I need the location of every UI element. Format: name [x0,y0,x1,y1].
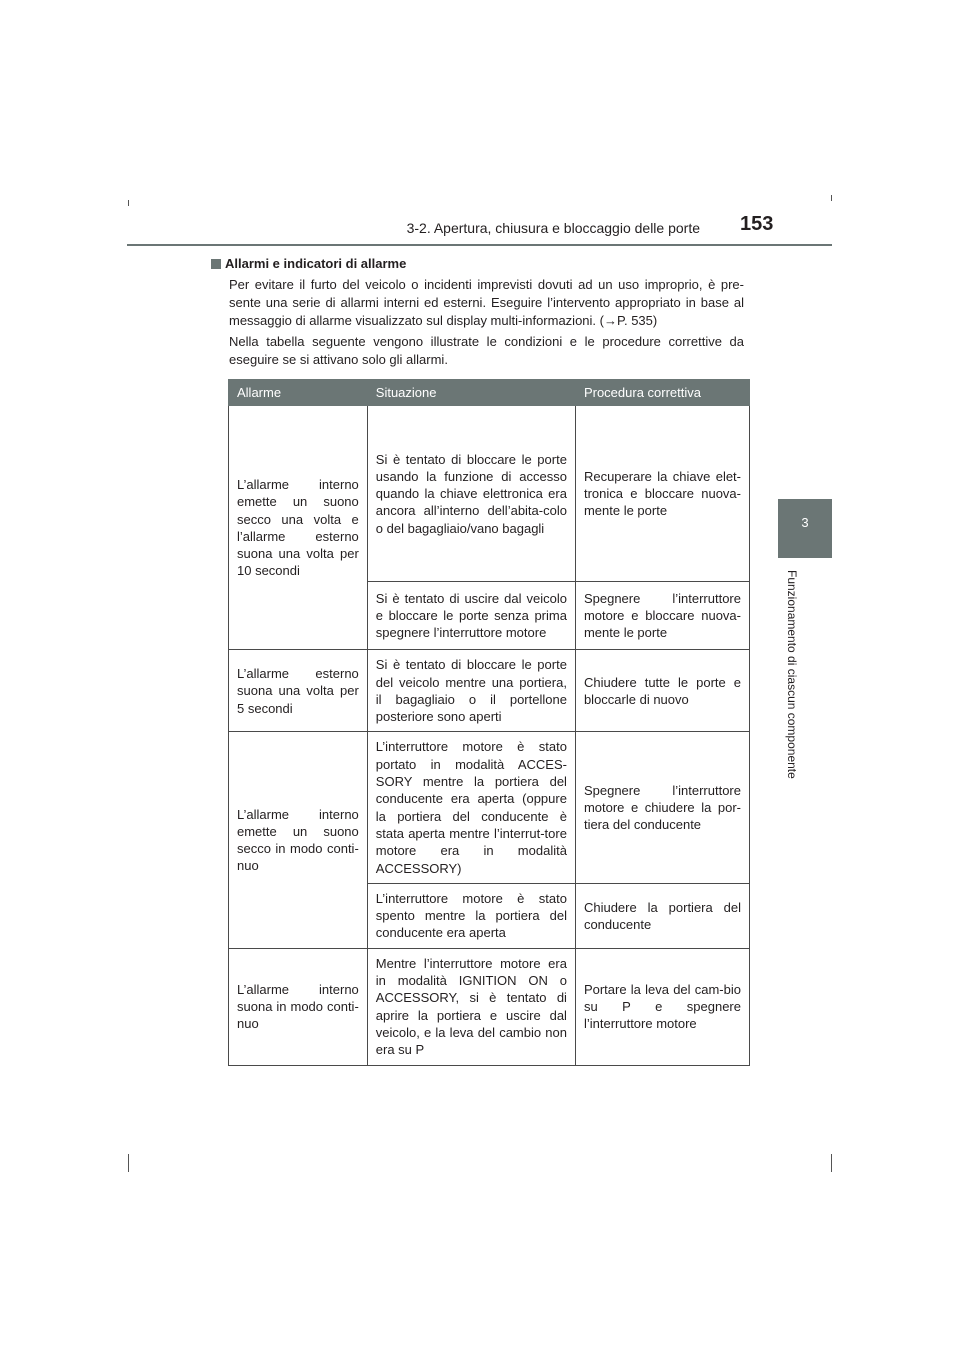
alarm-cell: L’allarme interno suona in modo conti-nuo [229,948,368,1065]
procedure-cell: Recuperare la chiave elet-tronica e bloccare nuova-mente le porte [575,406,749,582]
table-row [229,650,750,732]
procedure-cell: Spegnere l’interruttore motore e bloccare nuova-mente le porte [575,582,749,650]
intro-paragraph: Per evitare il furto del veicolo o incidenti imprevisti dovuti ad un uso improprio, è pre-sente una serie di allarmi interni ed esterni. Eseguire l’intervento appropriato in base al messaggio di allarme visualizzato sul display multi-informazioni. (→P. 535) [229,277,744,328]
table-intro-paragraph: Nella tabella seguente vengono illustrate le condizioni e le procedure correttive da eseguire se si attivano solo gli allarmi. [229,334,744,367]
alarm-cell: L’allarme interno emette un suono secco in modo conti-nuo [229,732,368,948]
crop-mark [831,195,832,201]
square-bullet-icon [211,259,221,269]
column-header: Allarme [229,380,368,406]
column-header: Situazione [367,380,575,406]
situation-cell: Mentre l’interruttore motore era in modalità IGNITION ON o ACCESSORY, si è tentato di aprire la portiera e uscire dal veicolo, e la leva del cambio non era su P [367,948,575,1065]
procedure-cell: Chiudere tutte le porte e bloccarle di nuovo [575,650,749,732]
table-row [229,406,750,582]
alarm-cell: L’allarme esterno suona una volta per 5 secondi [229,650,368,732]
header-rule [127,244,832,246]
section-heading [211,256,406,271]
crop-mark [128,1154,129,1172]
crop-mark [831,1154,832,1172]
page-number: 153 [740,213,774,235]
situation-cell: Si è tentato di bloccare le porte del veicolo mentre una portiera, il bagagliaio o il portellone posteriore sono aperti [367,650,575,732]
table-header-row [229,380,750,406]
chapter-title: Funzionamento di ciascun componente [785,570,799,779]
alarm-cell: L’allarme interno emette un suono secco una volta e l’allarme esterno suona una volta per 10 secondi [229,406,368,650]
procedure-cell: Portare la leva del cam-bio su P e spegnere l’interruttore motore [575,948,749,1065]
table-row [229,948,750,1065]
situation-cell: Si è tentato di uscire dal veicolo e bloccare le porte senza prima spegnere l’interruttore motore [367,582,575,650]
running-header: 3-2. Apertura, chiusura e bloccaggio delle porte [406,220,700,236]
crop-mark [128,200,129,206]
chapter-number: 3 [801,515,809,530]
situation-cell: Si è tentato di bloccare le porte usando la funzione di accesso quando la chiave elettronica era ancora all’interno dell’abita-colo o del bagagliaio/vano bagagli [367,406,575,582]
situation-cell: L’interruttore motore è stato spento mentre la portiera del conducente era aperta [367,883,575,948]
procedure-cell: Spegnere l’interruttore motore e chiudere la por-tiera del conducente [575,732,749,883]
situation-cell: L’interruttore motore è stato portato in modalità ACCES-SORY mentre la portiera del conducente era aperta (oppure la portiera del conducente è stata aperta mentre l’interrut-tore motore era in modalità ACCESSORY) [367,732,575,883]
alarm-table [228,379,750,1066]
section-heading-text: Allarmi e indicatori di allarme [225,256,407,271]
column-header: Procedura correttiva [575,380,749,406]
procedure-cell: Chiudere la portiera del conducente [575,883,749,948]
table-row [229,732,750,883]
